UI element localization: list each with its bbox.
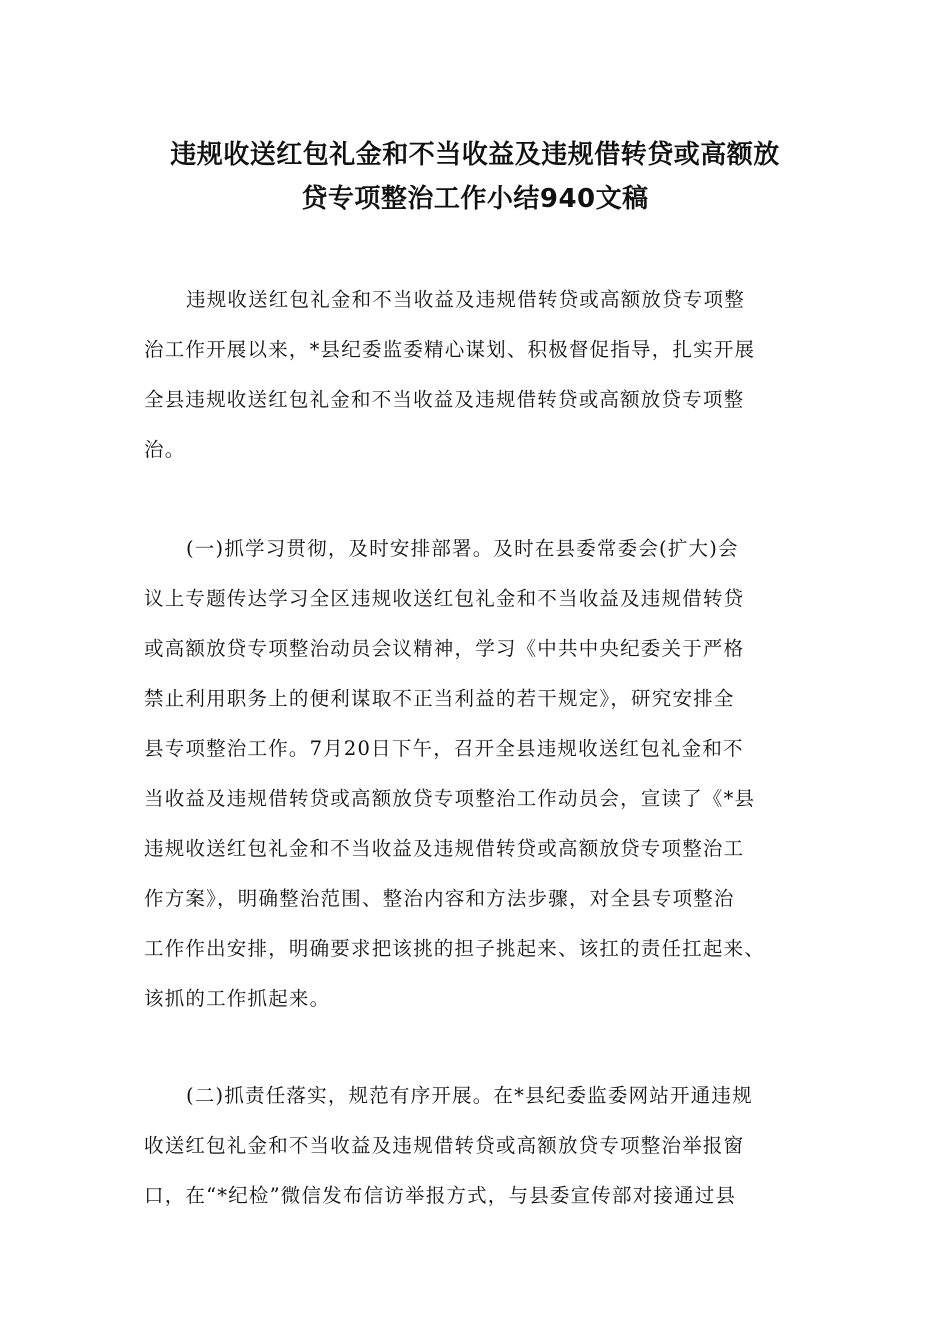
paragraph-line: 县专项整治工作。7月20日下午，召开全县违规收送红包礼金和不	[144, 737, 744, 760]
paragraph-intro	[144, 275, 824, 475]
paragraph-section-2	[144, 1071, 824, 1221]
paragraph-line: 治。	[144, 438, 186, 461]
paragraph-line: 收送红包礼金和不当收益及违规借转贷或高额放贷专项整治举报窗	[144, 1134, 745, 1157]
paragraph-line: 治工作开展以来，*县纪委监委精心谋划、积极督促指导，扎实开展	[144, 338, 756, 361]
paragraph-line: 作方案》，明确整治范围、整治内容和方法步骤，对全县专项整治	[144, 887, 735, 910]
title-line-2: 贷专项整治工作小结940文稿	[301, 184, 649, 214]
paragraph-line: (一)抓学习贯彻，及时安排部署。及时在县委常委会(扩大)会	[186, 537, 739, 560]
document-title	[120, 133, 830, 221]
paragraph-line: 违规收送红包礼金和不当收益及违规借转贷或高额放贷专项整	[186, 288, 745, 311]
paragraph-line: 该抓的工作抓起来。	[144, 987, 331, 1010]
paragraph-line: 全县违规收送红包礼金和不当收益及违规借转贷或高额放贷专项整	[144, 388, 745, 411]
paragraph-line: 议上专题传达学习全区违规收送红包礼金和不当收益及违规借转贷	[144, 587, 745, 610]
paragraph-line: 禁止利用职务上的便利谋取不正当利益的若干规定》，研究安排全	[144, 687, 735, 710]
title-line-1: 违规收送红包礼金和不当收益及违规借转贷或高额放	[170, 140, 780, 170]
paragraph-line: 当收益及违规借转贷或高额放贷专项整治工作动员会，宣读了《*县	[144, 787, 756, 810]
paragraph-line: 违规收送红包礼金和不当收益及违规借转贷或高额放贷专项整治工	[144, 837, 745, 860]
paragraph-line: 或高额放贷专项整治动员会议精神，学习《中共中央纪委关于严格	[144, 637, 745, 660]
paragraph-line: 口，在“*纪检”微信发布信访举报方式，与县委宣传部对接通过县	[144, 1184, 737, 1207]
paragraph-section-1	[144, 524, 824, 1024]
paragraph-line: (二)抓责任落实，规范有序开展。在*县纪委监委网站开通违规	[186, 1084, 753, 1107]
paragraph-line: 工作作出安排，明确要求把该挑的担子挑起来、该扛的责任扛起来、	[144, 937, 766, 960]
